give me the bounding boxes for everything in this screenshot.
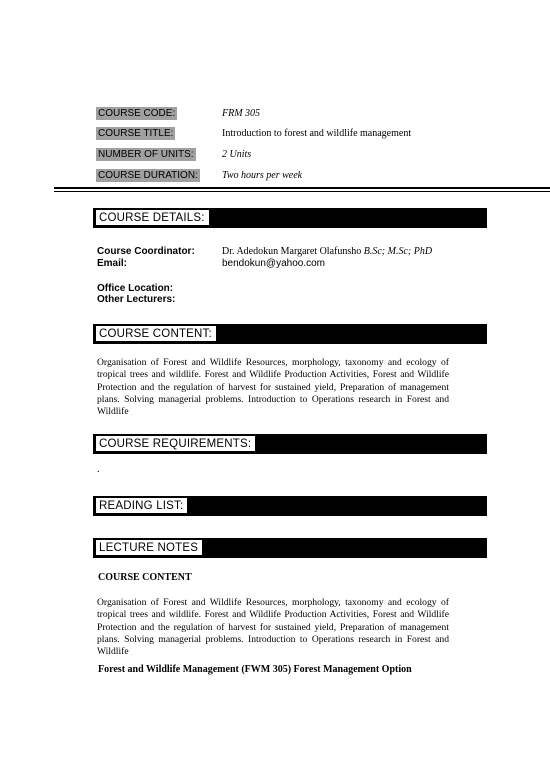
- course-code-label: COURSE CODE:: [98, 108, 176, 119]
- header-divider-thick: [54, 187, 550, 189]
- course-content-text: Organisation of Forest and Wildlife Resources, morphology, taxonomy and ecology of tropical trees and wildlife. Forest and Wildlife Production Activities, Forest and Wildlife Protection and the regulation of harvest for sustained yield, Preparation of management plans. Solving managerial problems. Introduction to Operations research in Forest and Wildlife: [97, 357, 449, 418]
- course-details-banner: [93, 208, 487, 228]
- coordinator-value: [222, 246, 432, 258]
- lecture-subheading: Forest and Wildlife Management (FWM 305) Forest Management Option: [98, 664, 412, 675]
- coordinator-degrees: B.Sc; M.Sc; PhD: [363, 246, 433, 257]
- email-label: Email:: [97, 258, 128, 269]
- course-title-label: COURSE TITLE:: [98, 128, 174, 139]
- course-duration-label: COURSE DURATION:: [98, 170, 198, 181]
- course-content-banner: [93, 324, 487, 344]
- reading-list-banner: [93, 496, 487, 516]
- course-duration-value: Two hours per week: [222, 170, 303, 181]
- course-details-banner-title: COURSE DETAILS:: [96, 210, 209, 225]
- number-of-units-value: 2 Units: [222, 149, 252, 160]
- course-title-value: Introduction to forest and wildlife management: [222, 128, 412, 139]
- lecture-course-content-heading: COURSE CONTENT: [98, 572, 192, 583]
- office-location-label: Office Location:: [97, 283, 174, 294]
- coordinator-name: Dr. Adedokun Margaret Olafunsho: [222, 246, 362, 257]
- lecture-notes-banner: [93, 538, 487, 558]
- other-lecturers-label: Other Lecturers:: [97, 294, 176, 305]
- course-requirements-banner-title: COURSE REQUIREMENTS:: [96, 436, 255, 451]
- email-value: bendokun@yahoo.com: [222, 258, 325, 269]
- number-of-units-label: NUMBER OF UNITS:: [98, 149, 194, 160]
- course-requirements-text: .: [97, 464, 100, 475]
- course-content-banner-title: COURSE CONTENT:: [96, 326, 216, 341]
- coordinator-label: Course Coordinator:: [97, 246, 195, 257]
- lecture-course-content-text: Organisation of Forest and Wildlife Resources, morphology, taxonomy and ecology of tropical trees and wildlife. Forest and Wildlife Production Activities, Forest and Wildlife Protection and the regulation of harvest for sustained yield, Preparation of management plans. Solving managerial problems. Introduction to Operations research in Forest and Wildlife: [97, 597, 449, 658]
- header-divider-thin: [54, 191, 550, 192]
- reading-list-banner-title: READING LIST:: [96, 498, 187, 513]
- lecture-notes-banner-title: LECTURE NOTES: [96, 540, 202, 555]
- course-requirements-banner: [93, 434, 487, 454]
- course-code-value: FRM 305: [222, 108, 261, 119]
